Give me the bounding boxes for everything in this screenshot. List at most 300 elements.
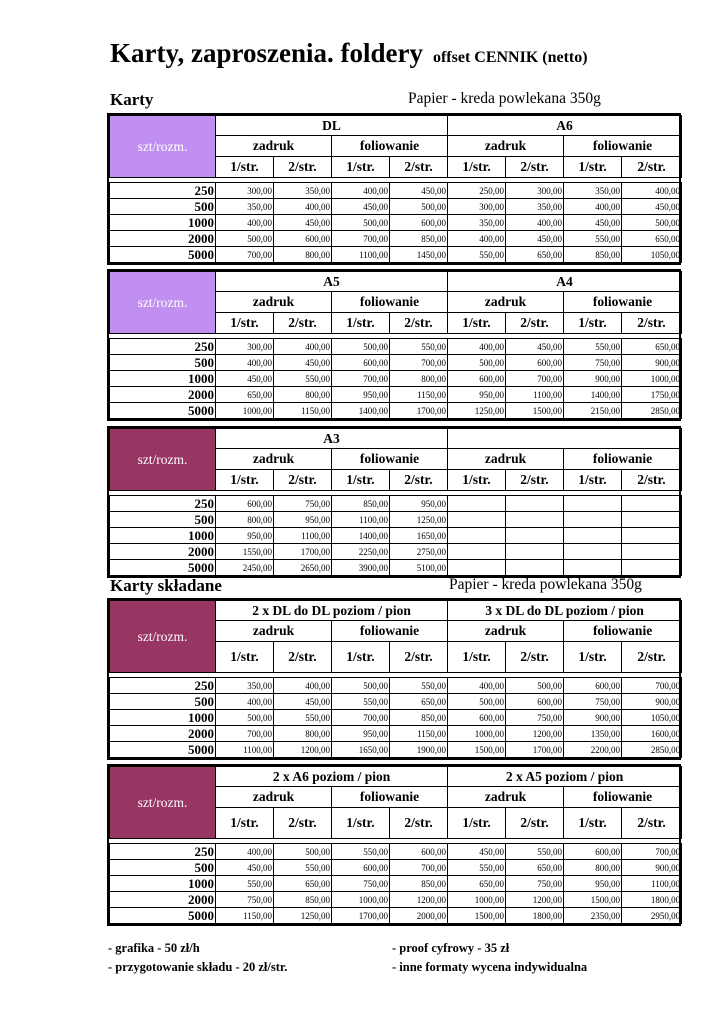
price-cell: 600,00 [390, 215, 448, 231]
sides-header: 1/str. [216, 642, 274, 673]
price-cell: 500,00 [390, 199, 448, 215]
quantity-cell: 2000 [110, 726, 216, 742]
price-cell: 850,00 [274, 892, 332, 908]
sides-header: 1/str. [564, 157, 622, 178]
price-cell: 400,00 [506, 215, 564, 231]
zadruk-header: zadruk [448, 292, 564, 313]
price-cell: 3900,00 [332, 560, 390, 576]
price-cell: 600,00 [506, 694, 564, 710]
price-cell: 750,00 [332, 876, 390, 892]
price-cell: 1500,00 [506, 403, 564, 419]
price-cell: 700,00 [390, 355, 448, 371]
price-cell: 1650,00 [390, 528, 448, 544]
price-cell: 1000,00 [622, 371, 682, 387]
price-cell: 400,00 [274, 339, 332, 355]
sides-header: 1/str. [564, 313, 622, 334]
price-cell: 5100,00 [390, 560, 448, 576]
footer-inne: - inne formaty wycena indywidualna [392, 960, 588, 974]
sides-header: 1/str. [332, 313, 390, 334]
format-header: 2 x A6 poziom / pion [216, 767, 448, 787]
price-cell: 600,00 [390, 844, 448, 860]
price-cell: 400,00 [448, 678, 506, 694]
price-cell: 1150,00 [216, 908, 274, 924]
price-cell: 550,00 [506, 844, 564, 860]
price-cell: 2850,00 [622, 403, 682, 419]
price-cell: 1700,00 [390, 403, 448, 419]
table-row [110, 231, 682, 247]
price-cell: 1700,00 [274, 544, 332, 560]
price-cell: 650,00 [506, 247, 564, 263]
price-cell: 850,00 [390, 876, 448, 892]
sides-header: 2/str. [274, 808, 332, 839]
price-cell: 550,00 [332, 844, 390, 860]
sides-header: 2/str. [506, 642, 564, 673]
price-table-a3 [107, 426, 681, 578]
quantity-cell: 250 [110, 496, 216, 512]
price-cell: 1600,00 [622, 726, 682, 742]
price-cell: 700,00 [622, 844, 682, 860]
foliowanie-header: foliowanie [332, 787, 448, 808]
foliowanie-header: foliowanie [564, 621, 682, 642]
price-cell: 450,00 [274, 215, 332, 231]
price-cell [622, 496, 682, 512]
price-cell: 950,00 [332, 726, 390, 742]
table-row [110, 339, 682, 355]
price-cell: 700,00 [506, 371, 564, 387]
table-row [110, 215, 682, 231]
sides-header: 2/str. [622, 642, 682, 673]
table-row [110, 528, 682, 544]
price-cell: 750,00 [216, 892, 274, 908]
sides-header: 1/str. [332, 642, 390, 673]
price-cell: 1400,00 [332, 403, 390, 419]
price-cell: 400,00 [216, 844, 274, 860]
sides-header: 2/str. [390, 642, 448, 673]
price-cell: 2000,00 [390, 908, 448, 924]
zadruk-header: zadruk [216, 136, 332, 157]
zadruk-header: zadruk [216, 292, 332, 313]
price-cell: 900,00 [564, 710, 622, 726]
price-cell [448, 512, 506, 528]
price-cell: 550,00 [274, 710, 332, 726]
sides-header: 1/str. [448, 313, 506, 334]
price-cell: 550,00 [390, 678, 448, 694]
table-row [110, 355, 682, 371]
sides-header: 1/str. [564, 470, 622, 491]
price-cell: 1100,00 [332, 512, 390, 528]
price-cell: 2850,00 [622, 742, 682, 758]
quantity-cell: 1000 [110, 528, 216, 544]
table-row [110, 678, 682, 694]
price-cell: 2450,00 [216, 560, 274, 576]
price-cell: 1250,00 [448, 403, 506, 419]
price-cell: 300,00 [216, 183, 274, 199]
price-cell: 1900,00 [390, 742, 448, 758]
sides-header: 2/str. [390, 470, 448, 491]
price-cell: 2250,00 [332, 544, 390, 560]
price-cell: 400,00 [274, 199, 332, 215]
quantity-cell: 250 [110, 678, 216, 694]
format-header: 2 x A5 poziom / pion [448, 767, 682, 787]
table-row [110, 199, 682, 215]
price-cell [564, 528, 622, 544]
price-cell: 1000,00 [216, 403, 274, 419]
sides-header: 2/str. [274, 157, 332, 178]
price-cell: 700,00 [216, 247, 274, 263]
price-cell: 300,00 [448, 199, 506, 215]
price-cell: 700,00 [332, 710, 390, 726]
price-cell: 1250,00 [390, 512, 448, 528]
sides-header: 1/str. [216, 157, 274, 178]
sides-header: 1/str. [448, 470, 506, 491]
price-cell: 650,00 [390, 694, 448, 710]
foliowanie-header: foliowanie [564, 292, 682, 313]
price-cell: 900,00 [622, 355, 682, 371]
price-cell: 1200,00 [390, 892, 448, 908]
price-cell [564, 560, 622, 576]
sides-header: 1/str. [216, 313, 274, 334]
quantity-cell: 250 [110, 183, 216, 199]
price-cell: 300,00 [506, 183, 564, 199]
quantity-cell: 5000 [110, 247, 216, 263]
foliowanie-header: foliowanie [332, 136, 448, 157]
price-cell: 500,00 [332, 215, 390, 231]
price-cell: 750,00 [274, 496, 332, 512]
sides-header: 1/str. [216, 470, 274, 491]
price-cell: 650,00 [448, 876, 506, 892]
price-cell: 1200,00 [506, 726, 564, 742]
price-cell: 400,00 [448, 339, 506, 355]
zadruk-header: zadruk [448, 787, 564, 808]
price-cell: 1000,00 [448, 726, 506, 742]
quantity-cell: 5000 [110, 560, 216, 576]
format-header: A6 [448, 116, 682, 136]
page-title-main: Karty, zaproszenia. foldery [110, 38, 423, 68]
price-cell: 1500,00 [564, 892, 622, 908]
format-header: A5 [216, 272, 448, 292]
price-table-2a6-2a5 [107, 764, 681, 926]
size-label: szt/rozm. [110, 601, 216, 673]
price-cell: 2150,00 [564, 403, 622, 419]
price-cell [448, 496, 506, 512]
price-cell: 800,00 [274, 247, 332, 263]
price-cell [448, 544, 506, 560]
price-cell: 600,00 [564, 678, 622, 694]
price-cell: 800,00 [390, 371, 448, 387]
price-cell: 1150,00 [274, 403, 332, 419]
price-cell: 650,00 [274, 876, 332, 892]
sides-header: 2/str. [506, 313, 564, 334]
table-row [110, 512, 682, 528]
price-cell: 1800,00 [506, 908, 564, 924]
price-cell: 1100,00 [506, 387, 564, 403]
price-cell: 650,00 [216, 387, 274, 403]
price-cell: 1050,00 [622, 710, 682, 726]
price-cell: 700,00 [622, 678, 682, 694]
price-cell: 800,00 [274, 387, 332, 403]
price-cell: 1450,00 [390, 247, 448, 263]
price-cell: 700,00 [332, 231, 390, 247]
price-cell: 1150,00 [390, 387, 448, 403]
price-cell: 1100,00 [622, 876, 682, 892]
sides-header: 2/str. [506, 157, 564, 178]
price-cell: 1400,00 [564, 387, 622, 403]
table-row [110, 742, 682, 758]
quantity-cell: 500 [110, 512, 216, 528]
table-row [110, 371, 682, 387]
format-header: DL [216, 116, 448, 136]
sides-header: 2/str. [622, 808, 682, 839]
price-cell: 600,00 [332, 355, 390, 371]
sides-header: 2/str. [390, 313, 448, 334]
price-cell: 450,00 [216, 371, 274, 387]
price-cell [448, 528, 506, 544]
price-cell: 400,00 [564, 199, 622, 215]
table-row [110, 726, 682, 742]
price-cell: 450,00 [506, 231, 564, 247]
sides-header: 1/str. [332, 808, 390, 839]
foliowanie-header: foliowanie [564, 136, 682, 157]
price-cell: 400,00 [216, 355, 274, 371]
quantity-cell: 500 [110, 199, 216, 215]
zadruk-header: zadruk [216, 449, 332, 470]
table-row [110, 247, 682, 263]
price-cell: 800,00 [216, 512, 274, 528]
price-cell: 1100,00 [216, 742, 274, 758]
price-cell: 450,00 [332, 199, 390, 215]
price-cell: 2650,00 [274, 560, 332, 576]
price-cell: 650,00 [622, 231, 682, 247]
price-cell: 1200,00 [506, 892, 564, 908]
price-cell: 500,00 [216, 710, 274, 726]
price-cell: 450,00 [448, 844, 506, 860]
price-cell [622, 560, 682, 576]
price-cell: 1550,00 [216, 544, 274, 560]
zadruk-header: zadruk [448, 136, 564, 157]
foliowanie-header: foliowanie [332, 449, 448, 470]
price-cell: 400,00 [274, 678, 332, 694]
foliowanie-header: foliowanie [564, 449, 682, 470]
size-label: szt/rozm. [110, 272, 216, 334]
price-cell: 600,00 [448, 710, 506, 726]
price-cell: 500,00 [622, 215, 682, 231]
price-cell: 1500,00 [448, 908, 506, 924]
price-cell: 650,00 [506, 860, 564, 876]
price-cell [506, 512, 564, 528]
price-cell: 1800,00 [622, 892, 682, 908]
quantity-cell: 5000 [110, 403, 216, 419]
price-cell: 600,00 [274, 231, 332, 247]
table-row [110, 544, 682, 560]
price-cell: 900,00 [622, 860, 682, 876]
price-cell: 550,00 [448, 860, 506, 876]
quantity-cell: 2000 [110, 892, 216, 908]
price-cell: 950,00 [564, 876, 622, 892]
price-cell [506, 496, 564, 512]
price-cell: 950,00 [216, 528, 274, 544]
price-cell: 450,00 [390, 183, 448, 199]
sides-header: 2/str. [622, 157, 682, 178]
price-cell: 600,00 [564, 844, 622, 860]
table-row [110, 876, 682, 892]
sides-header: 2/str. [274, 313, 332, 334]
quantity-cell: 2000 [110, 544, 216, 560]
price-cell [564, 496, 622, 512]
price-cell [564, 544, 622, 560]
footer-grafika: - grafika - 50 zł/h [108, 941, 200, 955]
price-cell: 850,00 [332, 496, 390, 512]
table-row [110, 908, 682, 924]
price-cell: 500,00 [448, 355, 506, 371]
quantity-cell: 1000 [110, 215, 216, 231]
price-cell: 2750,00 [390, 544, 448, 560]
price-cell: 500,00 [274, 844, 332, 860]
price-cell: 750,00 [564, 355, 622, 371]
price-cell: 950,00 [332, 387, 390, 403]
price-cell: 950,00 [448, 387, 506, 403]
sides-header: 2/str. [622, 313, 682, 334]
page-title [110, 38, 588, 69]
zadruk-header: zadruk [448, 449, 564, 470]
format-header: A4 [448, 272, 682, 292]
price-cell: 2200,00 [564, 742, 622, 758]
quantity-cell: 1000 [110, 710, 216, 726]
price-cell: 1200,00 [274, 742, 332, 758]
price-cell: 600,00 [448, 371, 506, 387]
table-row [110, 892, 682, 908]
quantity-cell: 250 [110, 339, 216, 355]
table-row [110, 387, 682, 403]
price-cell: 1750,00 [622, 387, 682, 403]
quantity-cell: 1000 [110, 371, 216, 387]
sides-header: 1/str. [448, 642, 506, 673]
price-cell [622, 544, 682, 560]
price-cell [506, 544, 564, 560]
price-cell: 900,00 [564, 371, 622, 387]
price-cell: 350,00 [506, 199, 564, 215]
price-cell: 1500,00 [448, 742, 506, 758]
quantity-cell: 500 [110, 355, 216, 371]
quantity-cell: 1000 [110, 876, 216, 892]
price-cell: 1250,00 [274, 908, 332, 924]
price-cell: 850,00 [390, 710, 448, 726]
price-cell: 600,00 [332, 860, 390, 876]
price-cell: 550,00 [274, 860, 332, 876]
price-cell: 800,00 [274, 726, 332, 742]
price-cell: 350,00 [274, 183, 332, 199]
quantity-cell: 250 [110, 844, 216, 860]
section-paper-karty: Papier - kreda powlekana 350g [408, 90, 601, 107]
price-cell: 700,00 [332, 371, 390, 387]
price-cell: 500,00 [216, 231, 274, 247]
table-row [110, 710, 682, 726]
table-row [110, 183, 682, 199]
format-header [448, 429, 682, 449]
price-cell: 2350,00 [564, 908, 622, 924]
price-cell: 450,00 [274, 694, 332, 710]
price-table-2dl-3dl [107, 598, 681, 760]
price-cell: 750,00 [506, 876, 564, 892]
format-header: 3 x DL do DL poziom / pion [448, 601, 682, 621]
price-cell: 900,00 [622, 694, 682, 710]
quantity-cell: 5000 [110, 908, 216, 924]
price-cell [622, 512, 682, 528]
sides-header: 2/str. [274, 470, 332, 491]
page-title-sub: offset CENNIK (netto) [432, 49, 588, 66]
table-row [110, 694, 682, 710]
price-cell: 550,00 [564, 231, 622, 247]
price-table-a5-a4 [107, 269, 681, 421]
price-cell: 550,00 [390, 339, 448, 355]
table-row [110, 844, 682, 860]
price-cell: 550,00 [564, 339, 622, 355]
size-label: szt/rozm. [110, 767, 216, 839]
price-cell: 250,00 [448, 183, 506, 199]
price-cell: 450,00 [564, 215, 622, 231]
price-cell: 1150,00 [390, 726, 448, 742]
price-cell: 650,00 [622, 339, 682, 355]
price-cell [448, 560, 506, 576]
price-cell: 850,00 [390, 231, 448, 247]
section-paper-karty-skladane: Papier - kreda powlekana 350g [449, 576, 642, 593]
format-header: 2 x DL do DL poziom / pion [216, 601, 448, 621]
foliowanie-header: foliowanie [332, 292, 448, 313]
price-cell [622, 528, 682, 544]
zadruk-header: zadruk [216, 621, 332, 642]
footer-proof: - proof cyfrowy - 35 zł [392, 941, 510, 955]
price-cell: 700,00 [390, 860, 448, 876]
price-cell: 1000,00 [448, 892, 506, 908]
price-cell: 600,00 [506, 355, 564, 371]
price-cell: 500,00 [332, 339, 390, 355]
table-row [110, 560, 682, 576]
price-cell: 1100,00 [274, 528, 332, 544]
price-cell [506, 528, 564, 544]
price-cell: 350,00 [448, 215, 506, 231]
price-cell: 400,00 [332, 183, 390, 199]
foliowanie-header: foliowanie [332, 621, 448, 642]
section-title-karty: Karty [110, 90, 154, 109]
price-table-dl-a6 [107, 113, 681, 265]
size-label: szt/rozm. [110, 429, 216, 491]
sides-header: 2/str. [274, 642, 332, 673]
sides-header: 2/str. [622, 470, 682, 491]
price-cell: 2950,00 [622, 908, 682, 924]
price-cell: 550,00 [332, 694, 390, 710]
quantity-cell: 5000 [110, 742, 216, 758]
table-row [110, 496, 682, 512]
price-cell: 350,00 [216, 199, 274, 215]
price-cell: 700,00 [216, 726, 274, 742]
section-title-karty-skladane: Karty składane [110, 576, 222, 595]
price-cell: 750,00 [564, 694, 622, 710]
price-cell: 450,00 [274, 355, 332, 371]
sides-header: 1/str. [332, 157, 390, 178]
table-row [110, 403, 682, 419]
price-cell: 1000,00 [332, 892, 390, 908]
sides-header: 1/str. [216, 808, 274, 839]
price-cell: 400,00 [622, 183, 682, 199]
price-cell: 500,00 [448, 694, 506, 710]
sides-header: 2/str. [390, 808, 448, 839]
size-label: szt/rozm. [110, 116, 216, 178]
format-header: A3 [216, 429, 448, 449]
price-cell: 1050,00 [622, 247, 682, 263]
footer-sklad: - przygotowanie składu - 20 zł/str. [108, 960, 288, 974]
price-cell: 1350,00 [564, 726, 622, 742]
price-cell: 750,00 [506, 710, 564, 726]
price-cell: 950,00 [274, 512, 332, 528]
